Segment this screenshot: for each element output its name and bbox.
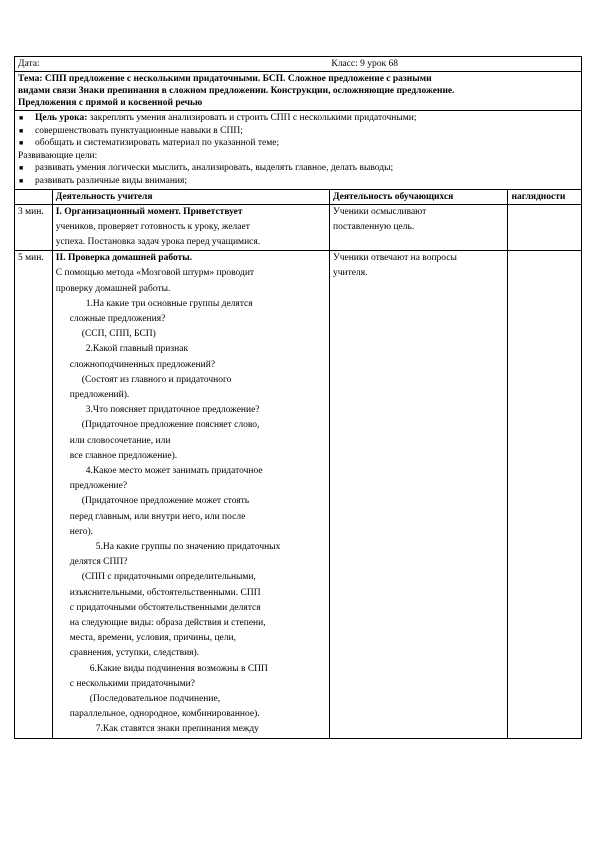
question-line: сложные предложения? bbox=[69, 313, 166, 324]
topic-line-3: Предложения с прямой и косвенной речью bbox=[18, 98, 203, 108]
question-line: сложноподчиненных предложений? bbox=[69, 359, 216, 370]
goal-item bbox=[18, 125, 578, 138]
students-line: Ученики осмысливают bbox=[332, 206, 427, 217]
answer-line: (Придаточное предложение может стоять bbox=[81, 496, 250, 507]
activity-table bbox=[14, 189, 582, 739]
students-line: Ученики отвечают на вопросы bbox=[332, 253, 457, 264]
students-cell bbox=[329, 251, 507, 739]
time-cell: 3 мин. bbox=[15, 204, 53, 251]
question-line: предложение? bbox=[69, 481, 128, 492]
bullet-icon: ■ bbox=[19, 126, 24, 135]
answer-line: все главное предложение). bbox=[69, 450, 178, 461]
answer-line: (Состоят из главного и придаточного bbox=[81, 374, 232, 385]
students-line: поставленную цель. bbox=[332, 221, 415, 232]
students-cell bbox=[329, 204, 507, 251]
stage-title: II. Проверка домашней работы. bbox=[55, 253, 193, 264]
goal-text: обобщать и систематизировать материал по указанной теме; bbox=[35, 138, 280, 149]
bullet-icon: ■ bbox=[19, 139, 24, 148]
teacher-line: успеха. Постановка задач урока перед учащимися. bbox=[55, 236, 261, 247]
teacher-line: учеников, проверяет готовность к уроку, желает bbox=[55, 221, 250, 232]
answer-line: (Придаточное предложение поясняет слово, bbox=[81, 420, 260, 431]
question-line: 3.Что поясняет придаточное предложение? bbox=[85, 405, 260, 416]
question-line: делятся СПП? bbox=[69, 557, 128, 568]
answer-line: (СПП с придаточными определительными, bbox=[81, 572, 256, 583]
teacher-line: С помощью метода «Мозговой штурм» проводит bbox=[55, 268, 255, 279]
goal-text: совершенствовать пунктуационные навыки в СПП; bbox=[35, 125, 243, 136]
bullet-icon: ■ bbox=[19, 176, 24, 185]
table-header-row bbox=[15, 189, 582, 204]
bullet-icon: ■ bbox=[19, 114, 24, 122]
goals-block bbox=[15, 111, 581, 189]
time-cell: 5 мин. bbox=[15, 251, 53, 739]
dev-goal-item bbox=[18, 175, 578, 188]
goal-item bbox=[18, 112, 578, 125]
answer-line: параллельное, однородное, комбинированное). bbox=[69, 709, 260, 720]
stage-title: I. Организационный момент. Приветствует bbox=[55, 206, 243, 217]
question-line: 2.Какой главный признак bbox=[85, 344, 189, 355]
header-visuals: наглядности bbox=[508, 189, 582, 204]
date-label: Дата: bbox=[18, 59, 40, 69]
goal-item bbox=[18, 137, 578, 150]
answer-line: с придаточными обстоятельственными делятся bbox=[69, 602, 261, 613]
table-row bbox=[15, 251, 582, 739]
header-box bbox=[14, 56, 582, 190]
answer-line: места, времени, условия, причины, цели, bbox=[69, 633, 236, 644]
date-class-row bbox=[15, 57, 581, 72]
answer-line: предложений). bbox=[69, 390, 130, 400]
answer-line: сравнения, уступки, следствия). bbox=[69, 648, 200, 659]
topic-line-2: видами связи Знаки препинания в сложном предложении. Конструкции, осложняющие предложение. bbox=[18, 86, 455, 96]
question-line: 7.Как ставятся знаки препинания между bbox=[95, 724, 259, 735]
bullet-icon: ■ bbox=[19, 164, 24, 173]
question-line: 4.Какое место может занимать придаточное bbox=[85, 466, 263, 477]
teacher-cell bbox=[52, 251, 329, 739]
students-line: учителя. bbox=[332, 268, 368, 279]
answer-line: него). bbox=[69, 526, 94, 537]
teacher-cell bbox=[52, 204, 329, 251]
teacher-line: проверку домашней работы. bbox=[55, 283, 171, 294]
question-line: 1.На какие три основные группы делятся bbox=[85, 298, 253, 309]
answer-line: или словосочетание, или bbox=[69, 435, 171, 446]
header-teacher: Деятельность учителя bbox=[52, 189, 329, 204]
dev-goal-text: развивать различные виды внимания; bbox=[35, 175, 188, 186]
class-label: Класс: 9 урок 68 bbox=[331, 59, 398, 69]
answer-line: на следующие виды: образа действия и степени, bbox=[69, 618, 266, 629]
header-time bbox=[15, 189, 53, 204]
goal-label: Цель урока: bbox=[35, 113, 88, 123]
question-line: с несколькими придаточными? bbox=[69, 678, 195, 689]
answer-line: (Последовательное подчинение, bbox=[89, 694, 221, 705]
question-line: 5.На какие группы по значению придаточных bbox=[95, 542, 281, 553]
visuals-cell bbox=[508, 204, 582, 251]
dev-goals-label: Развивающие цели: bbox=[18, 150, 98, 161]
header-students: Деятельность обучающихся bbox=[329, 189, 507, 204]
visuals-cell bbox=[508, 251, 582, 739]
lesson-plan-page bbox=[14, 56, 582, 739]
answer-line: (ССП, СПП, БСП) bbox=[81, 329, 156, 340]
dev-goal-text: развивать умения логически мыслить, анализировать, выделять главное, делать выводы; bbox=[35, 163, 394, 174]
topic-block bbox=[15, 72, 581, 111]
goal-text: закреплять умения анализировать и строить СПП с несколькими придаточными; bbox=[87, 113, 417, 123]
topic-line-1: Тема: СПП предложение с несколькими придаточными. БСП. Сложное предложение с разными bbox=[18, 74, 432, 84]
table-row bbox=[15, 204, 582, 251]
dev-goal-item bbox=[18, 162, 578, 175]
question-line: 6.Какие виды подчинения возможны в СПП bbox=[89, 663, 268, 674]
answer-line: перед главным, или внутри него, или после bbox=[69, 511, 246, 522]
answer-line: изъяснительными, обстоятельственными. СПП bbox=[69, 587, 261, 598]
